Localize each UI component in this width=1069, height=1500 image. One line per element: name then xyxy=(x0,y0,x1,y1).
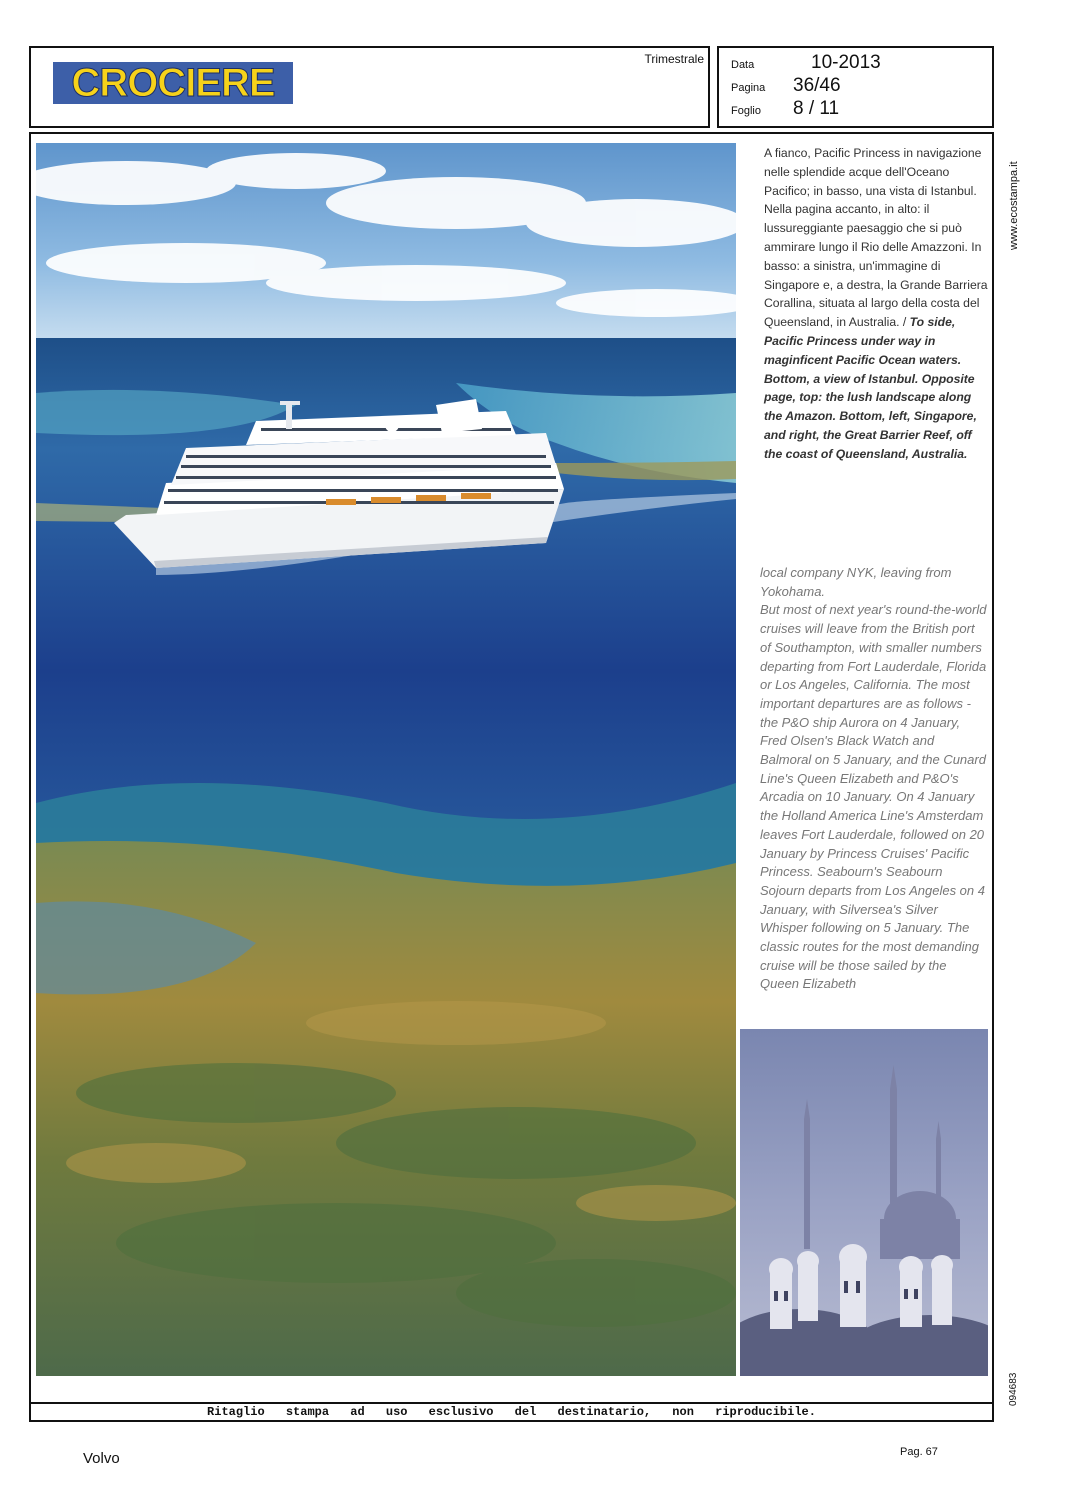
code-text: 094683 xyxy=(1008,1372,1019,1406)
footer-client: Volvo xyxy=(83,1450,120,1467)
sheet-label: Foglio xyxy=(731,105,761,117)
code-vertical xyxy=(994,1366,1019,1410)
date-value: 10-2013 xyxy=(811,52,881,73)
periodicity: Trimestrale xyxy=(644,52,704,66)
cruise-ship-illustration xyxy=(36,143,736,1376)
footer-page-number: Pag. 67 xyxy=(900,1446,938,1458)
meta-page xyxy=(731,75,841,97)
clip-notice-bar xyxy=(31,1402,992,1420)
date-label: Data xyxy=(731,59,755,71)
clip-notice: Ritaglio stampa ad uso esclusivo del destinatario, non riproducibile. xyxy=(207,1405,816,1419)
website-vertical xyxy=(994,146,1020,256)
cruise-ship-photo xyxy=(36,143,736,1376)
meta-date xyxy=(731,52,881,74)
page-label: Pagina xyxy=(731,82,766,94)
website-text: www.ecostampa.it xyxy=(1008,161,1020,250)
page-value: 36/46 xyxy=(793,75,841,96)
article-paragraph-2: But most of next year's round-the-world cruises will leave from the British port of Southampton, with smaller numbers departing from Fort Lauderdale, Florida or Los Angeles, California. The most important departures are as follows - the P&O ship Aurora on 4 January, Fred Olsen's Black Watch and Balmoral on 5 January, and the Cunard Line's Queen Elizabeth and P&O's Arcadia on 10 January. On 4 January the Holland America Line's Amsterdam leaves Fort Lauderdale, followed on 20 January by Princess Cruises' Pacific Princess. Seabourn's Seabourn Sojourn departs from Los Angeles on 4 January, with Silversea's Silver Whisper following on 5 January. The classic routes for the most demanding cruise will be those sailed by the Queen Elizabeth xyxy=(760,602,987,992)
istanbul-mosque-illustration xyxy=(740,1029,988,1376)
publication-logo-text: CROCIERE xyxy=(71,61,275,105)
article-text xyxy=(760,564,988,994)
photo-caption xyxy=(764,144,988,464)
sheet-value: 8 / 11 xyxy=(793,98,840,119)
header-source-box xyxy=(29,46,710,128)
publication-logo xyxy=(53,62,293,104)
header-meta-box xyxy=(717,46,994,128)
article-paragraph-1: local company NYK, leaving from Yokohama. xyxy=(760,565,952,599)
caption-english: To side, Pacific Princess under way in maginficent Pacific Ocean waters. Bottom, a view of Istanbul. Opposite page, top: the lush landscape along the Amazon. Bottom, left, Singapore, and right, the Great Barrier Reef, off the coast of Queensland, Australia. xyxy=(764,315,977,461)
caption-italian: A fianco, Pacific Princess in navigazione nelle splendide acque dell'Oceano Pacifico; in basso, una vista di Istanbul. Nella pagina accanto, in alto: il lussureggiante paesaggio che si può ammirare lungo il Rio delle Amazzoni. In basso: a sinistra, un'immagine di Singapore e, a destra, la Grande Barriera Corallina, situata al largo della costa del Queensland, in Australia. / xyxy=(764,146,988,330)
meta-sheet xyxy=(731,98,839,120)
istanbul-photo xyxy=(740,1029,988,1376)
